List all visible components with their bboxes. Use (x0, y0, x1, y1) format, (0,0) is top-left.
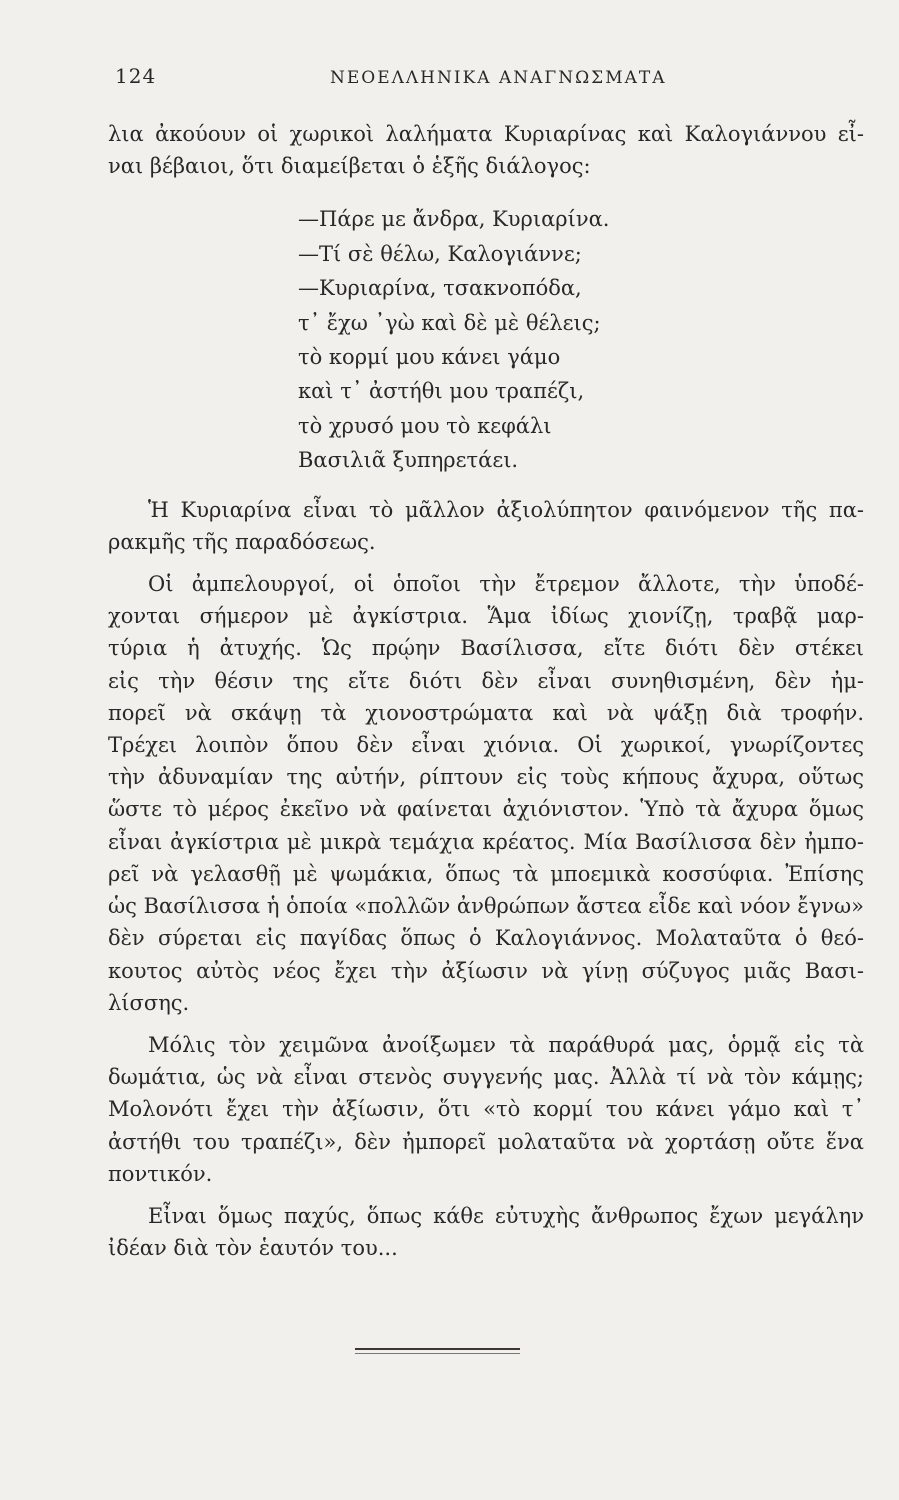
page-body (108, 118, 864, 1264)
text-line: Μολονότι ἔχει τὴν ἀξίωσιν, ὅτι «τὸ κορμί του κάνει γάμο καὶ τ᾿ (108, 1097, 864, 1122)
page-number: 124 (115, 64, 157, 88)
text-line: χονται σήμερον μὲ ἀγκίστρια. Ἅμα ἰδίως χιονίζῃ, τραβᾷ μαρ- (108, 604, 864, 629)
running-title: ΝΕΟΕΛΛΗΝΙΚΑ ΑΝΑΓΝΩΣΜΑΤΑ (330, 68, 667, 88)
text-line: Ἡ Κυριαρίνα εἶναι τὸ μᾶλλον ἀξιολύπητον φαινόμενον τῆς πα- (148, 497, 864, 522)
text-line: ἰδέαν διὰ τὸν ἑαυτόν του... (108, 1236, 398, 1261)
text-line: Οἱ ἀμπελουργοί, οἱ ὁποῖοι τὴν ἔτρεμον ἄλλοτε, τὴν ὑποδέ- (148, 572, 864, 597)
text-line: ναι βέβαιοι, ὅτι διαμείβεται ὁ ἑξῆς διάλογος: (108, 154, 591, 179)
text-line: ρακμῆς τῆς παραδόσεως. (108, 529, 376, 554)
paragraph-4 (108, 1200, 864, 1264)
text-line: Εἶναι ὅμως παχύς, ὅπως κάθε εὐτυχὴς ἄνθρωπος ἔχων μεγάλην (148, 1203, 864, 1228)
section-divider-rule (355, 1348, 520, 1354)
text-line: ρεῖ νὰ γελασθῇ μὲ ψωμάκια, ὅπως τὰ μποεμικὰ κοσσύφια. Ἐπίσης (108, 861, 864, 886)
text-line: κουτος αὐτὸς νέος ἔχει τὴν ἀξίωσιν νὰ γίνῃ σύζυγος μιᾶς Βασι- (108, 958, 864, 983)
paragraph-2 (108, 568, 864, 1019)
intro-paragraph (108, 118, 864, 182)
poem-dialogue (108, 202, 864, 477)
poem-line: τὸ κορμί μου κάνει γάμο (298, 345, 561, 370)
text-line: λίσσης. (108, 990, 190, 1015)
text-line: ποντικόν. (108, 1161, 213, 1186)
paragraph-1 (108, 494, 864, 558)
text-line: ἀστήθι του τραπέζι», δὲν ἠμπορεῖ μολαταῦτα νὰ χορτάσῃ οὔτε ἕνα (108, 1129, 864, 1154)
text-line: Μόλις τὸν χειμῶνα ἀνοίξωμεν τὰ παράθυρά μας, ὁρμᾷ εἰς τὰ (148, 1032, 864, 1057)
poem-line: τὸ χρυσό μου τὸ κεφάλι (298, 413, 552, 438)
text-line: δωμάτια, ὡς νὰ εἶναι στενὸς συγγενής μας. Ἀλλὰ τί νὰ τὸν κάμῃς; (108, 1065, 864, 1090)
text-line: εἰς τὴν θέσιν της εἴτε διότι δὲν εἶναι συνηθισμένη, δὲν ἠμ- (108, 668, 864, 693)
poem-line: τ᾿ ἔχω ᾿γὼ καὶ δὲ μὲ θέλεις; (298, 310, 601, 335)
paragraph-3 (108, 1029, 864, 1190)
page-header (0, 60, 899, 100)
poem-line: —Τί σὲ θέλω, Καλογιάννε; (298, 241, 582, 266)
poem-line: —Πάρε με ἄνδρα, Κυριαρίνα. (298, 207, 610, 232)
text-line: ὥστε τὸ μέρος ἐκεῖνο νὰ φαίνεται ἀχιόνιστον. Ὑπὸ τὰ ἄχυρα ὅμως (108, 797, 864, 822)
text-line: Τρέχει λοιπὸν ὅπου δὲν εἶναι χιόνια. Οἱ χωρικοί, γνωρίζοντες (108, 733, 864, 758)
poem-line: —Κυριαρίνα, τσακνοπόδα, (298, 276, 582, 301)
text-line: εἶναι ἀγκίστρια μὲ μικρὰ τεμάχια κρέατος. Μία Βασίλισσα δὲν ἠμπο- (108, 829, 864, 854)
text-line: πορεῖ νὰ σκάψῃ τὰ χιονοστρώματα καὶ νὰ ψάξῃ διὰ τροφήν. (108, 700, 864, 725)
text-line: τὴν ἀδυναμίαν της αὐτήν, ρίπτουν εἰς τοὺς κήπους ἄχυρα, οὕτως (108, 765, 864, 790)
poem-line: Βασιλιᾶ ξυπηρετάει. (298, 448, 519, 473)
poem-line: καὶ τ᾿ ἀστήθι μου τραπέζι, (298, 379, 585, 404)
text-line: λια ἀκούουν οἱ χωρικοὶ λαλήματα Κυριαρίνας καὶ Καλογιάννου εἶ- (108, 122, 864, 146)
text-line: ὡς Βασίλισσα ἡ ὁποία «πολλῶν ἀνθρώπων ἄστεα εἶδε καὶ νόον ἔγνω» (108, 894, 864, 919)
text-line: δὲν σύρεται εἰς παγίδας ὅπως ὁ Καλογιάννος. Μολαταῦτα ὁ θεό- (108, 926, 864, 951)
text-line: τύρια ἡ ἀτυχής. Ὡς πρῴην Βασίλισσα, εἴτε διότι δὲν στέκει (108, 636, 864, 661)
